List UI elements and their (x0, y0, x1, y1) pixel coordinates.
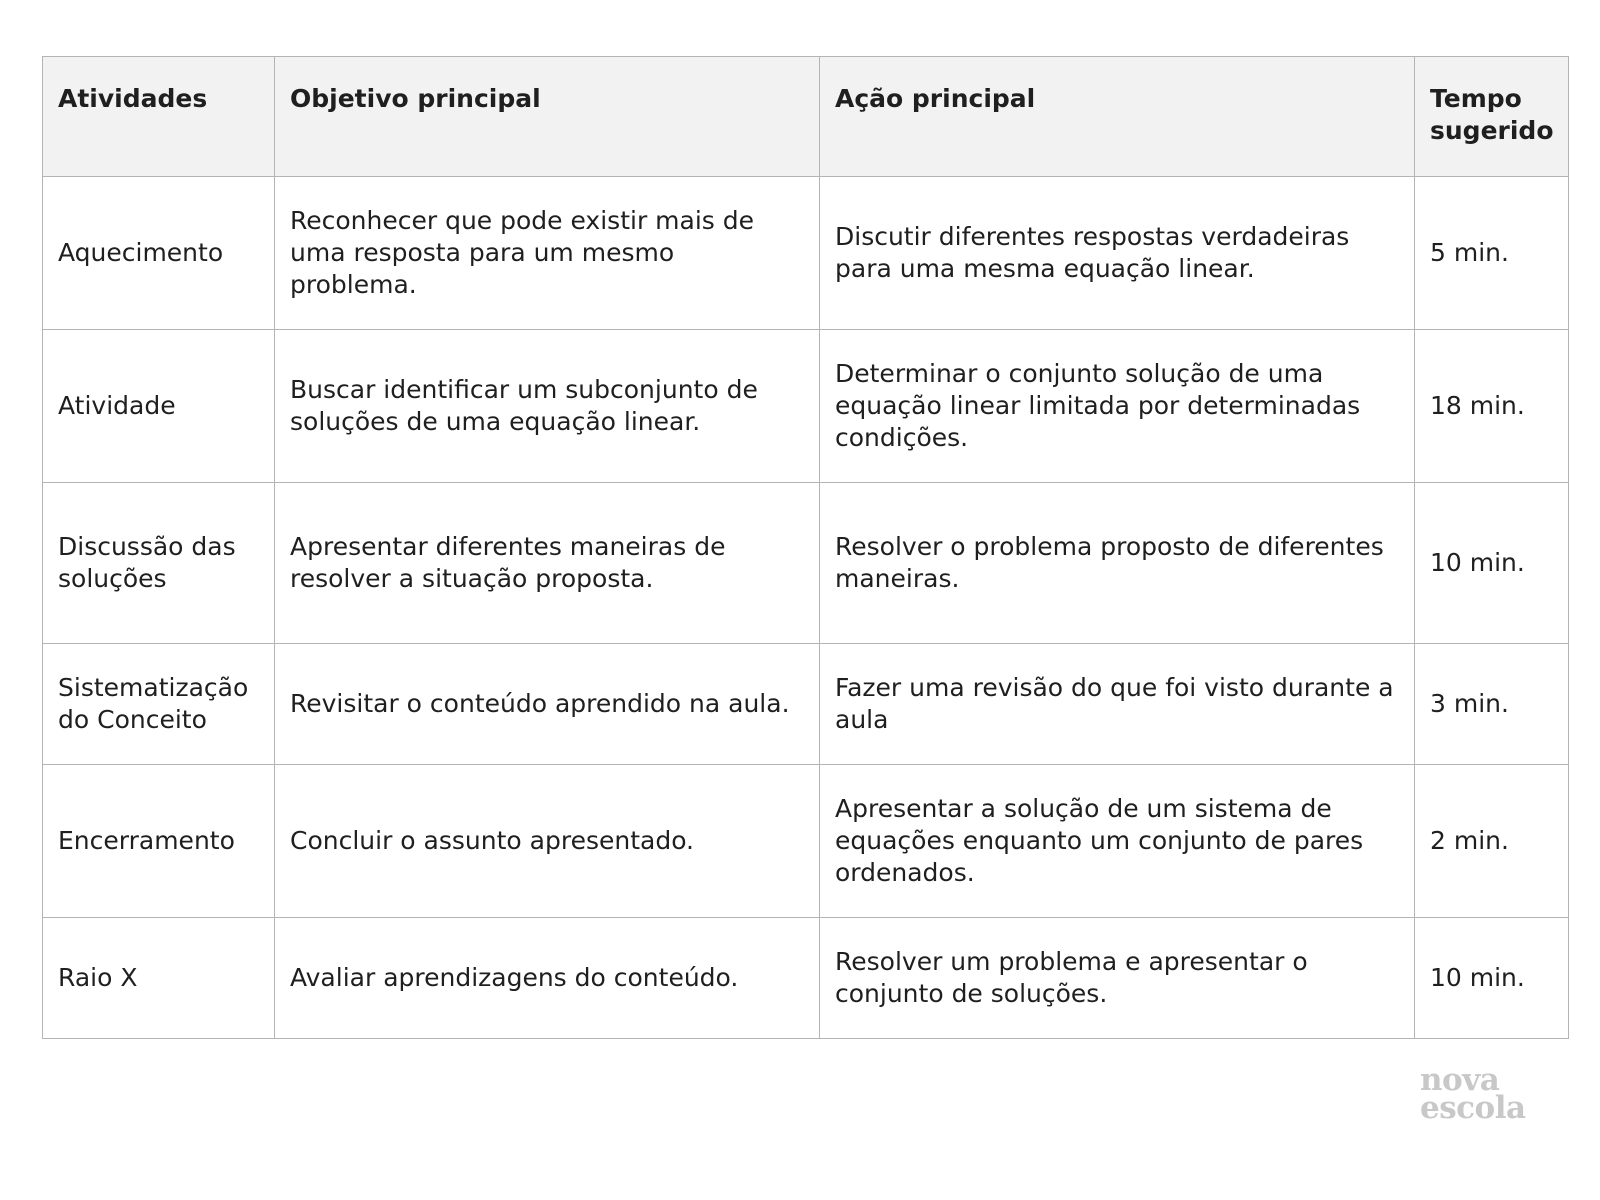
cell-objective: Apresentar diferentes maneiras de resolver a situação proposta. (275, 483, 820, 644)
table-row (43, 918, 1569, 1039)
cell-time: 3 min. (1415, 644, 1569, 765)
header-tempo-sugerido: Tempo sugerido (1415, 57, 1569, 177)
table-row (43, 644, 1569, 765)
header-atividades: Atividades (43, 57, 275, 177)
cell-action: Fazer uma revisão do que foi visto durante a aula (820, 644, 1415, 765)
cell-objective: Avaliar aprendizagens do conteúdo. (275, 918, 820, 1039)
cell-activity: Discussão das soluções (43, 483, 275, 644)
cell-activity: Raio X (43, 918, 275, 1039)
lesson-plan-table (42, 56, 1569, 1039)
cell-action: Resolver o problema proposto de diferentes maneiras. (820, 483, 1415, 644)
cell-activity: Sistematização do Conceito (43, 644, 275, 765)
logo-line-escola: escola (1420, 1090, 1526, 1126)
cell-action: Determinar o conjunto solução de uma equação linear limitada por determinadas condições. (820, 330, 1415, 483)
cell-time: 10 min. (1415, 918, 1569, 1039)
cell-activity: Aquecimento (43, 177, 275, 330)
table-row (43, 177, 1569, 330)
cell-objective: Reconhecer que pode existir mais de uma resposta para um mesmo problema. (275, 177, 820, 330)
cell-activity: Encerramento (43, 765, 275, 918)
cell-objective: Concluir o assunto apresentado. (275, 765, 820, 918)
cell-time: 10 min. (1415, 483, 1569, 644)
cell-activity: Atividade (43, 330, 275, 483)
table-row (43, 483, 1569, 644)
cell-time: 2 min. (1415, 765, 1569, 918)
cell-time: 5 min. (1415, 177, 1569, 330)
header-objetivo-principal: Objetivo principal (275, 57, 820, 177)
cell-action: Apresentar a solução de um sistema de equações enquanto um conjunto de pares ordenados. (820, 765, 1415, 918)
table-row (43, 765, 1569, 918)
nova-escola-logo (1420, 1062, 1526, 1126)
cell-action: Resolver um problema e apresentar o conjunto de soluções. (820, 918, 1415, 1039)
cell-objective: Revisitar o conteúdo aprendido na aula. (275, 644, 820, 765)
header-acao-principal: Ação principal (820, 57, 1415, 177)
table-row (43, 330, 1569, 483)
logo-line-nova: nova (1420, 1062, 1500, 1098)
cell-time: 18 min. (1415, 330, 1569, 483)
cell-action: Discutir diferentes respostas verdadeiras para uma mesma equação linear. (820, 177, 1415, 330)
cell-objective: Buscar identificar um subconjunto de soluções de uma equação linear. (275, 330, 820, 483)
header-row (43, 57, 1569, 177)
